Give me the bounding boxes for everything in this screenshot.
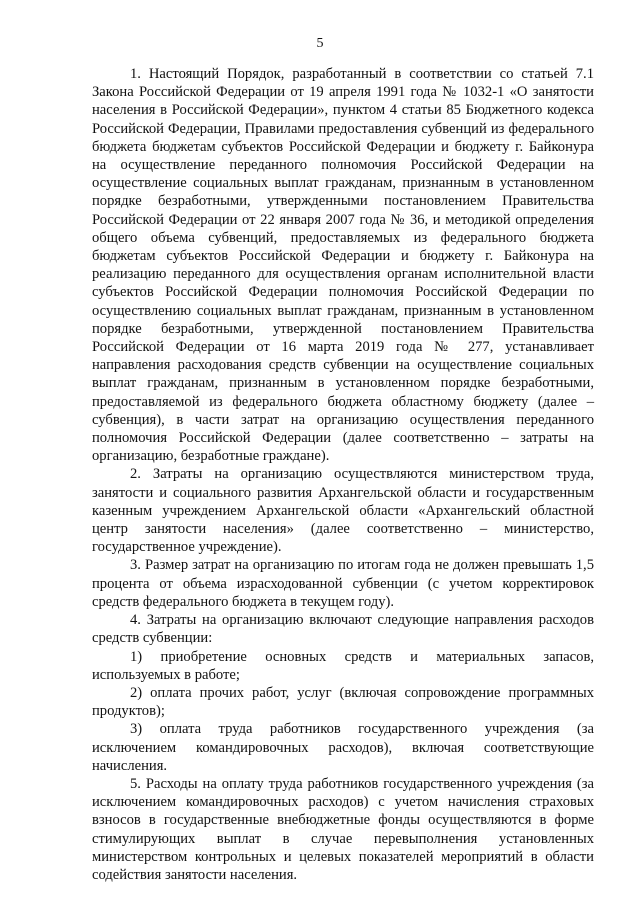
list-item-2: 2) оплата прочих работ, услуг (включая сопровождение программных продуктов); — [92, 684, 594, 720]
list-item-3: 3) оплата труда работников государственного учреждения (за исключением командировочных расходов), включая соответствующие начисления. — [92, 721, 594, 774]
list-item-1: 1) приобретение основных средств и материальных запасов, используемых в работе; — [92, 648, 594, 683]
document-body — [92, 65, 594, 884]
paragraph-5: 5. Расходы на оплату труда работников государственного учреждения (за исключением командировочных расходов) с учетом начисления страховых взносов в государственные внебюджетные фонды осуществляются в форме стимулирующих выплат в случае перевыполнения установленных министерством контрольных и целевых показателей мероприятий в области содействия занятости населения. — [92, 775, 594, 883]
paragraph-1: 1. Настоящий Порядок, разработанный в соответствии со статьей 7.1 Закона Российской Федерации от 19 апреля 1991 года № 1032-1 «О занятости населения в Российской Федерации», пунктом 4 статьи 85 Бюджетного кодекса Российской Федерации, Правилами предоставления субвенций из федерального бюджета бюджетам субъектов Российской Федерации и бюджету г. Байконура на осуществление переданного полномочия Российской Федерации на осуществление социальных выплат гражданам, признанным в установленном порядке безработными, утвержденными постановлением Правительства Российской Федерации от 22 января 2007 года № 36, и методикой определения общего объема субвенций, предоставляемых из федерального бюджета бюджетам субъектов Российской Федерации и бюджету г. Байконура на реализацию переданного для осуществления органам исполнительной власти субъектов Российской Федерации полномочия Российской Федерации по осуществлению социальных выплат гражданам, признанным в установленном порядке безработными, утвержденной постановлением Правительства Российской Федерации от 16 марта 2019 года № 277, устанавливает направления расходования средств субвенции на осуществление социальных выплат гражданам, признанным в установленном порядке безработными, предоставляемой из федерального бюджета областному бюджету (далее – субвенция), в части затрат на организацию осуществления переданного полномочия Российской Федерации (далее соответственно – затраты на организацию, безработные граждане). — [92, 66, 594, 465]
paragraph-2: 2. Затраты на организацию осуществляются министерством труда, занятости и социального развития Архангельской области и государственным казенным учреждением Архангельской области «Архангельский областной центр занятости населения» (далее соответственно – министерство, государственное учреждение). — [92, 466, 594, 556]
paragraph-3: 3. Размер затрат на организацию по итогам года не должен превышать 1,5 процента от объема израсходованной субвенции (с учетом корректировок средств федерального бюджета в текущем году). — [92, 557, 594, 610]
page-number: 5 — [316, 36, 324, 51]
paragraph-4: 4. Затраты на организацию включают следующие направления расходов средств субвенции: — [92, 612, 594, 647]
